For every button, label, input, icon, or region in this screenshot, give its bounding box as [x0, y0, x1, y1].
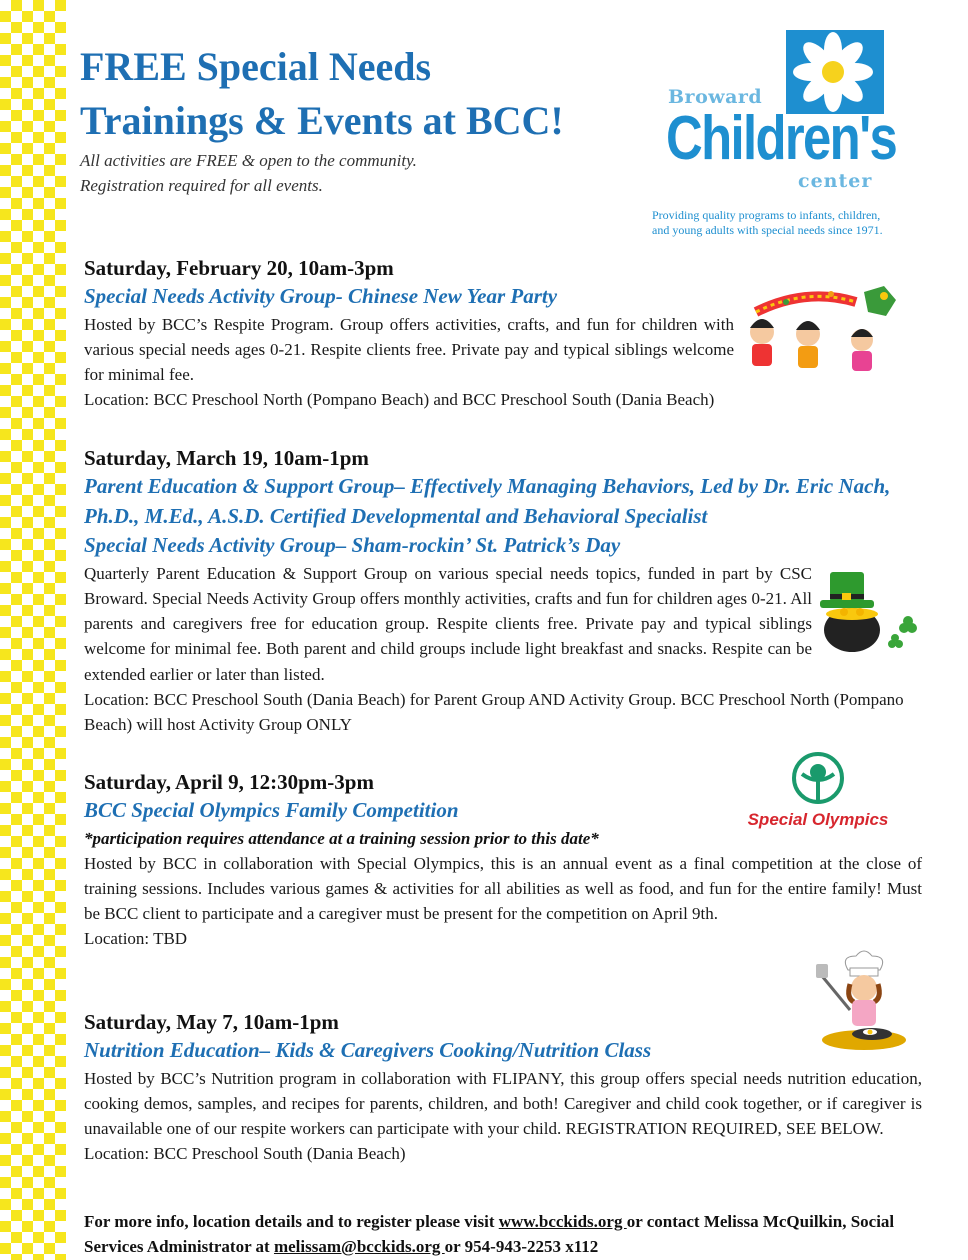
event-title: Parent Education & Support Group– Effectively Managing Behaviors, Led by Dr. Eric Nach, Ph.D., M.Ed., A.S.D. Certified Developmental and Behavioral Specialist	[84, 474, 891, 528]
title-line-1: FREE Special Needs	[80, 44, 432, 89]
event-title: BCC Special Olympics Family Competition	[84, 798, 459, 822]
logo-childrens-text: Children's	[666, 104, 897, 173]
event-date: Saturday, April 9, 12:30pm-3pm	[84, 770, 374, 794]
special-olympics-text: Special Olympics	[747, 810, 889, 829]
chinese-new-year-kids-icon	[736, 282, 904, 378]
event-description: Hosted by BCC’s Respite Program. Group offers activities, crafts, and fun for children with various special needs ages 0-21. Respite clients free. Private pay and typical siblings welcome for minimal fee.	[84, 314, 734, 385]
event-date: Saturday, March 19, 10am-1pm	[84, 446, 369, 470]
event-location: Location: BCC Preschool South (Dania Beach) for Parent Group AND Activity Group. BCC Preschool North (Pompano Beach) will host Activity Group ONLY	[84, 689, 904, 735]
event-note: *participation requires attendance at a training session prior to this date*	[84, 828, 599, 848]
event-location: Location: BCC Preschool North (Pompano Beach) and BCC Preschool South (Dania Beach)	[84, 390, 715, 410]
logo-center-text: center	[798, 170, 873, 192]
footer-contact	[84, 1209, 944, 1259]
footer-text-3: or 954-943-2253 x112	[444, 1237, 599, 1256]
subtitle-line-1: All activities are FREE & open to the community.	[80, 151, 417, 170]
broward-childrens-center-logo	[652, 28, 922, 243]
event-location: Location: BCC Preschool South (Dania Beach)	[84, 1144, 406, 1164]
event-location: Location: TBD	[84, 929, 188, 949]
child-chef-icon	[812, 950, 912, 1050]
tagline-line-1: Providing quality programs to infants, children,	[652, 208, 881, 222]
event-date: Saturday, February 20, 10am-3pm	[84, 256, 394, 280]
subtitle-line-2: Registration required for all events.	[80, 176, 323, 195]
event-date: Saturday, May 7, 10am-1pm	[84, 1010, 339, 1034]
event-description: Hosted by BCC in collaboration with Special Olympics, this is an annual event as a final competition at the close of training sessions. Includes various games & activities for all abilities as well as food, and fun for the entire family! Must be BCC client to participate and a caregiver must be present for the competition on April 9th.	[84, 853, 922, 924]
yellow-diamond-border	[0, 0, 66, 1260]
special-olympics-logo	[724, 748, 912, 834]
footer-text-2: or contact Melissa McQuilkin, Social Services Administrator at	[84, 1212, 895, 1256]
logo-broward-text: Broward	[668, 86, 763, 108]
footer-text-1: For more info, location details and to register please visit	[84, 1212, 499, 1231]
tagline-line-2: and young adults with special needs since 1971.	[652, 223, 883, 237]
logo-tagline	[652, 208, 922, 238]
website-link[interactable]: www.bcckids.org	[498, 1212, 627, 1231]
event-title: Nutrition Education– Kids & Caregivers Cooking/Nutrition Class	[84, 1038, 652, 1062]
event-title-secondary: Special Needs Activity Group– Sham-rockin’ St. Patrick’s Day	[84, 533, 621, 557]
event-march	[84, 444, 922, 738]
event-description: Quarterly Parent Education & Support Group on various special needs topics, funded in part by CSC Broward. Special Needs Activity Group offers monthly activities, crafts and fun for children ages 0-21. All parents and caregivers free for education group. Respite clients free. Private pay and typical siblings welcome for minimal fee. Both parent and child groups include light breakfast and snacks. Respite can be extended earlier or later than listed.	[84, 563, 812, 684]
page-subtitle	[80, 148, 417, 198]
email-link[interactable]: melissam@bcckids.org	[273, 1237, 445, 1256]
leprechaun-pot-of-gold-icon	[814, 570, 920, 656]
title-line-2: Trainings & Events at BCC!	[80, 98, 564, 143]
event-title: Special Needs Activity Group- Chinese New Year Party	[84, 284, 558, 308]
daisy-icon	[786, 30, 884, 114]
page-title	[80, 40, 564, 148]
event-description: Hosted by BCC’s Nutrition program in collaboration with FLIPANY, this group offers special needs nutrition education, cooking demos, samples, and recipes for parents, children, and both! Caregiver and child cook together, or if caregiver is unavailable one of our respite workers can participate with your child. REGISTRATION REQUIRED, SEE BELOW.	[84, 1068, 922, 1139]
event-may	[84, 1008, 922, 1167]
